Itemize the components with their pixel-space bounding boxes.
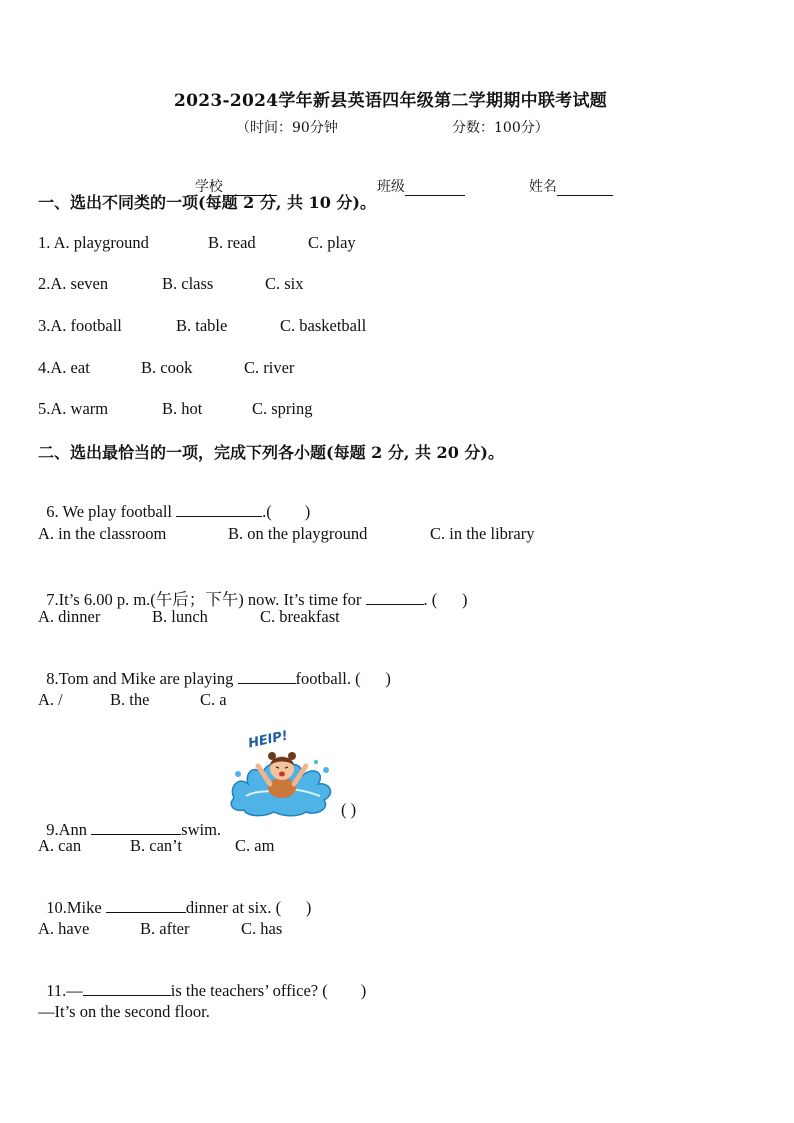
q4-a: 4.A. eat — [38, 358, 90, 377]
q8-pre: 8.Tom and Mike are playing — [46, 669, 238, 688]
q9-stem — [38, 800, 221, 840]
q10-option-a: A. have — [38, 919, 90, 938]
q10-option-b: B. after — [140, 919, 190, 938]
q5-b: B. hot — [162, 399, 203, 418]
q2-a: 2.A. seven — [38, 274, 109, 293]
q4-c: C. river — [244, 358, 295, 377]
q3-c: C. basketball — [280, 316, 367, 335]
q3-b: B. table — [176, 316, 228, 335]
q9-paren: ( ) — [341, 800, 357, 819]
q7-stem — [38, 566, 468, 610]
q7-option-c: C. breakfast — [260, 607, 340, 626]
q8-option-c: C. a — [200, 690, 227, 709]
q10-pre: 10.Mike — [46, 898, 106, 917]
q7-option-a: A. dinner — [38, 607, 101, 626]
help-text: HEIP! — [246, 728, 290, 752]
page-title: 2023-2024学年新县英语四年级第二学期期中联考试题 — [174, 91, 608, 111]
section1-heading: 一、选出不同类的一项(每题 2 分, 共 10 分)。 — [38, 193, 376, 212]
q9-option-b: B. can’t — [130, 836, 182, 855]
q11-post: is the teachers’ office? ( ) — [170, 981, 367, 1000]
section2-heading: 二、选出最恰当的一项，完成下列各小题(每题 2 分, 共 20 分)。 — [38, 443, 504, 462]
name-blank[interactable] — [557, 179, 613, 196]
class-field — [368, 160, 465, 196]
q8-option-b: B. the — [110, 690, 150, 709]
q5-c: C. spring — [252, 399, 313, 418]
drowning-girl-illustration — [226, 726, 338, 818]
q3-a: 3.A. football — [38, 316, 122, 335]
q7-post: . ( ) — [423, 590, 468, 609]
q10-blank[interactable] — [106, 898, 186, 913]
q9-blank[interactable] — [91, 820, 181, 835]
q6-option-c: C. in the library — [430, 524, 535, 543]
q6-option-b: B. on the playground — [228, 524, 368, 543]
q9-post: swim. — [181, 820, 222, 839]
q8-stem — [38, 649, 391, 689]
q6-option-a: A. in the classroom — [38, 524, 167, 543]
q11-stem — [38, 961, 366, 1001]
q10-post: dinner at six. ( ) — [185, 898, 312, 917]
q10-option-c: C. has — [241, 919, 283, 938]
q1-b: B. read — [208, 233, 256, 252]
class-blank[interactable] — [405, 179, 465, 196]
q6-stem — [38, 482, 310, 522]
q10-stem — [38, 878, 311, 918]
q11-blank[interactable] — [83, 981, 171, 996]
q7-option-b: B. lunch — [152, 607, 208, 626]
girl-body — [268, 778, 296, 798]
q9-option-a: A. can — [38, 836, 82, 855]
q11-answer: —It’s on the second floor. — [38, 1002, 210, 1021]
q9-option-c: C. am — [235, 836, 275, 855]
exam-score: 分数：100分） — [452, 120, 549, 136]
q4-b: B. cook — [141, 358, 193, 377]
q8-post: football. ( ) — [295, 669, 391, 688]
q5-a: 5.A. warm — [38, 399, 109, 418]
q6-post: .( ) — [262, 502, 311, 521]
q9-pre: 9.Ann — [46, 820, 92, 839]
q11-pre: 11.— — [46, 981, 83, 1000]
q8-blank[interactable] — [238, 669, 296, 684]
q2-b: B. class — [162, 274, 214, 293]
q8-option-a: A. / — [38, 690, 63, 709]
q6-blank[interactable] — [176, 502, 262, 517]
exam-time: （时间：90分钟 — [236, 120, 338, 136]
q7-blank[interactable] — [366, 590, 424, 605]
class-label: 班级 — [376, 179, 405, 195]
name-field — [520, 160, 613, 196]
name-label: 姓名 — [528, 179, 557, 195]
q1-c: C. play — [308, 233, 356, 252]
school-label: 学校 — [194, 179, 223, 195]
q6-pre: 6. We play football — [46, 502, 177, 521]
q7-pre: 7.It’s 6.00 p. m.(午后；下午) now. It’s time for — [46, 590, 366, 609]
q1-a: 1. A. playground — [38, 233, 149, 252]
q2-c: C. six — [265, 274, 304, 293]
